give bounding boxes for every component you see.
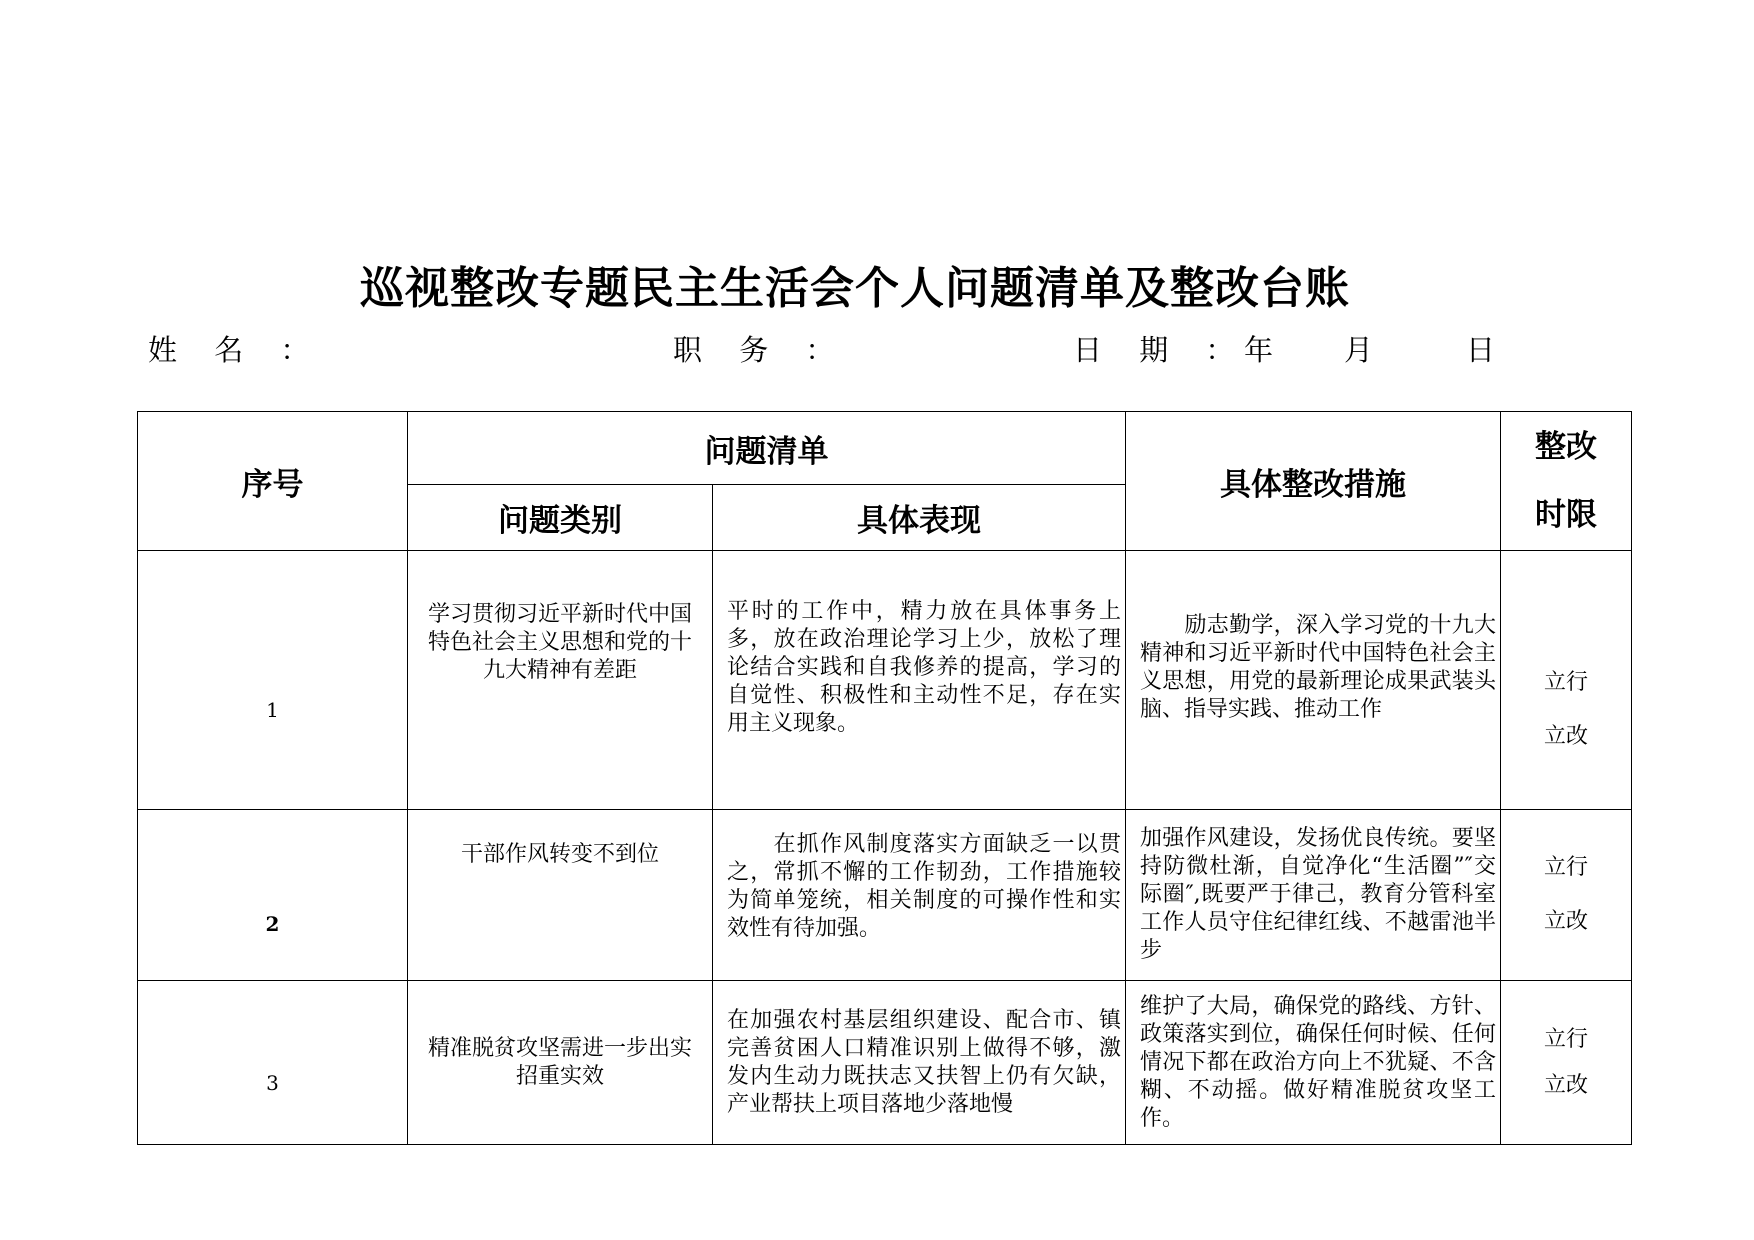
name-label: 姓 名 ： xyxy=(148,333,324,367)
row-manifestation: 在抓作风制度落实方面缺乏一以贯之，常抓不懈的工作韧劲，工作措施较为简单笼统，相关制度的可操作性和实效性有待加强。 xyxy=(713,810,1126,981)
date-year-label: 年 xyxy=(1244,333,1288,367)
date-label: 日 期 ： xyxy=(1073,333,1249,367)
table-row xyxy=(138,551,1632,810)
row-deadline: 立行 立改 xyxy=(1501,810,1632,981)
row-category: 精准脱贫攻坚需进一步出实招重实效 xyxy=(408,981,713,1145)
row-seq: 1 xyxy=(138,551,408,810)
row-seq: 3 xyxy=(138,981,408,1145)
row-manifestation: 在加强农村基层组织建设、配合市、镇完善贫困人口精准识别上做得不够，激发内生动力既扶志又扶智上仍有欠缺，产业帮扶上项目落地少落地慢 xyxy=(713,981,1126,1145)
header-seq: 序号 xyxy=(138,412,408,551)
header-deadline-line2: 时限 xyxy=(1535,497,1597,533)
table-row xyxy=(138,810,1632,981)
row-deadline: 立行 立改 xyxy=(1501,981,1632,1145)
problem-table xyxy=(137,411,1632,1145)
post-label: 职 务 ： xyxy=(673,333,849,367)
header-problem-list: 问题清单 xyxy=(408,412,1126,485)
row-category: 干部作风转变不到位 xyxy=(408,810,713,981)
row-manifestation: 平时的工作中，精力放在具体事务上多，放在政治理论学习上少，放松了理论结合实践和自我修养的提高，学习的自觉性、积极性和主动性不足，存在实用主义现象。 xyxy=(713,551,1126,810)
date-day-label: 日 xyxy=(1466,333,1510,367)
row-measures: 维护了大局，确保党的路线、方针、政策落实到位，确保任何时候、任何情况下都在政治方向上不犹疑、不含糊、不动摇。做好精准脱贫攻坚工作。 xyxy=(1126,981,1501,1145)
row-seq: 2 xyxy=(138,810,408,981)
header-manifestation: 具体表现 xyxy=(713,485,1126,551)
row-measures: 加强作风建设，发扬优良传统。要坚持防微杜渐，自觉净化“生活圈”″交际圈″,既要严于律己，教育分管科室工作人员守住纪律红线、不越雷池半步 xyxy=(1126,810,1501,981)
header-deadline xyxy=(1501,412,1632,551)
header-measures: 具体整改措施 xyxy=(1126,412,1501,551)
header-deadline-line1: 整改 xyxy=(1535,429,1597,465)
row-measures: 励志勤学，深入学习党的十九大精神和习近平新时代中国特色社会主义思想，用党的最新理论成果武装头脑、指导实践、推动工作 xyxy=(1126,551,1501,810)
table-row xyxy=(138,981,1632,1145)
row-category: 学习贯彻习近平新时代中国特色社会主义思想和党的十九大精神有差距 xyxy=(408,551,713,810)
date-month-label: 月 xyxy=(1344,333,1388,367)
header-category: 问题类别 xyxy=(408,485,713,551)
row-deadline: 立行 立改 xyxy=(1501,551,1632,810)
document-title: 巡视整改专题民主生活会个人问题清单及整改台账 xyxy=(360,263,1350,314)
